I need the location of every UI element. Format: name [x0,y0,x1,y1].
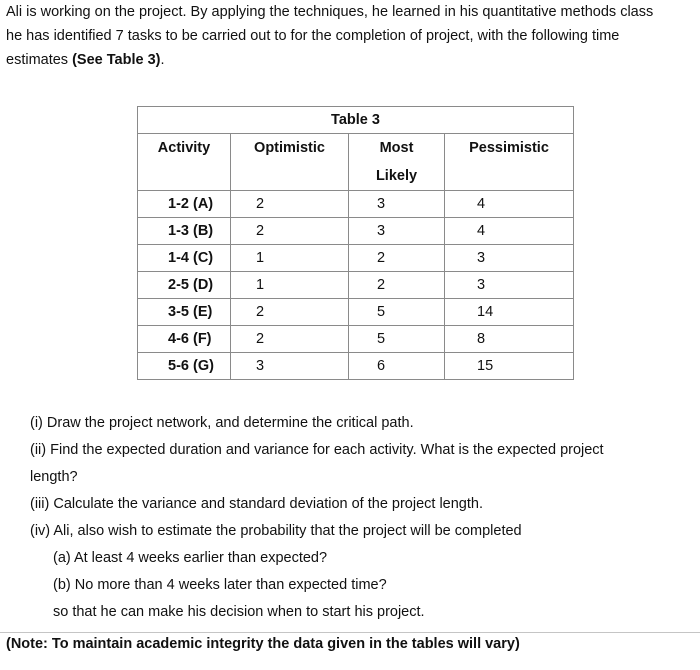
cell-pessimistic: 4 [445,218,574,245]
cell-activity: 1-2 (A) [138,191,231,218]
question-list [0,410,700,626]
cell-most-likely: 2 [349,272,445,299]
intro-line-3-end: . [160,52,165,68]
question-2: (ii) Find the expected duration and variance for each activity. What is the expected project [30,442,604,458]
header-activity: Activity [138,134,231,191]
cell-most-likely: 5 [349,299,445,326]
cell-activity: 5-6 (G) [138,353,231,380]
intro-paragraph [6,0,700,72]
cell-pessimistic: 8 [445,326,574,353]
question-4b: (b) No more than 4 weeks later than expected time? [53,577,387,593]
question-4: (iv) Ali, also wish to estimate the probability that the project will be completed [30,523,522,539]
table-row [138,191,574,218]
cell-pessimistic: 14 [445,299,574,326]
cell-most-likely: 3 [349,218,445,245]
cell-activity: 4-6 (F) [138,326,231,353]
cell-most-likely: 5 [349,326,445,353]
cell-optimistic: 1 [231,245,349,272]
table-row [138,245,574,272]
table-row [138,299,574,326]
table-row [138,218,574,245]
table-row [138,353,574,380]
cell-activity: 3-5 (E) [138,299,231,326]
cell-optimistic: 2 [231,191,349,218]
cell-optimistic: 2 [231,218,349,245]
cell-activity: 2-5 (D) [138,272,231,299]
question-1: (i) Draw the project network, and determine the critical path. [30,415,414,431]
intro-line-3-text: estimates [6,52,73,68]
question-3: (iii) Calculate the variance and standard deviation of the project length. [30,496,483,512]
cell-pessimistic: 15 [445,353,574,380]
cell-pessimistic: 4 [445,191,574,218]
question-2-continued: length? [30,469,78,485]
table-header-row [138,134,574,191]
header-pessimistic: Pessimistic [445,134,574,191]
cell-optimistic: 2 [231,326,349,353]
cell-most-likely: 2 [349,245,445,272]
cell-most-likely: 3 [349,191,445,218]
intro-line-2: he has identified 7 tasks to be carried out to for the completion of project, with the following time [6,28,620,44]
table-caption-row [138,107,574,134]
question-4a: (a) At least 4 weeks earlier than expected? [53,550,328,566]
cell-pessimistic: 3 [445,245,574,272]
cell-optimistic: 2 [231,299,349,326]
question-4-closing: so that he can make his decision when to start his project. [53,604,425,620]
intro-line-3 [6,48,700,72]
table-row [138,326,574,353]
table-caption: Table 3 [138,107,574,134]
header-most-likely: Most Likely [349,134,445,191]
cell-activity: 1-3 (B) [138,218,231,245]
header-optimistic: Optimistic [231,134,349,191]
table-row [138,272,574,299]
intro-line-1: Ali is working on the project. By applying the techniques, he learned in his quantitative methods class [6,4,654,20]
cell-optimistic: 1 [231,272,349,299]
time-estimates-table [137,106,574,380]
cell-optimistic: 3 [231,353,349,380]
cell-most-likely: 6 [349,353,445,380]
table-reference: (See Table 3) [72,52,161,68]
cell-pessimistic: 3 [445,272,574,299]
cell-activity: 1-4 (C) [138,245,231,272]
academic-integrity-note: (Note: To maintain academic integrity the data given in the tables will vary) [0,632,700,658]
